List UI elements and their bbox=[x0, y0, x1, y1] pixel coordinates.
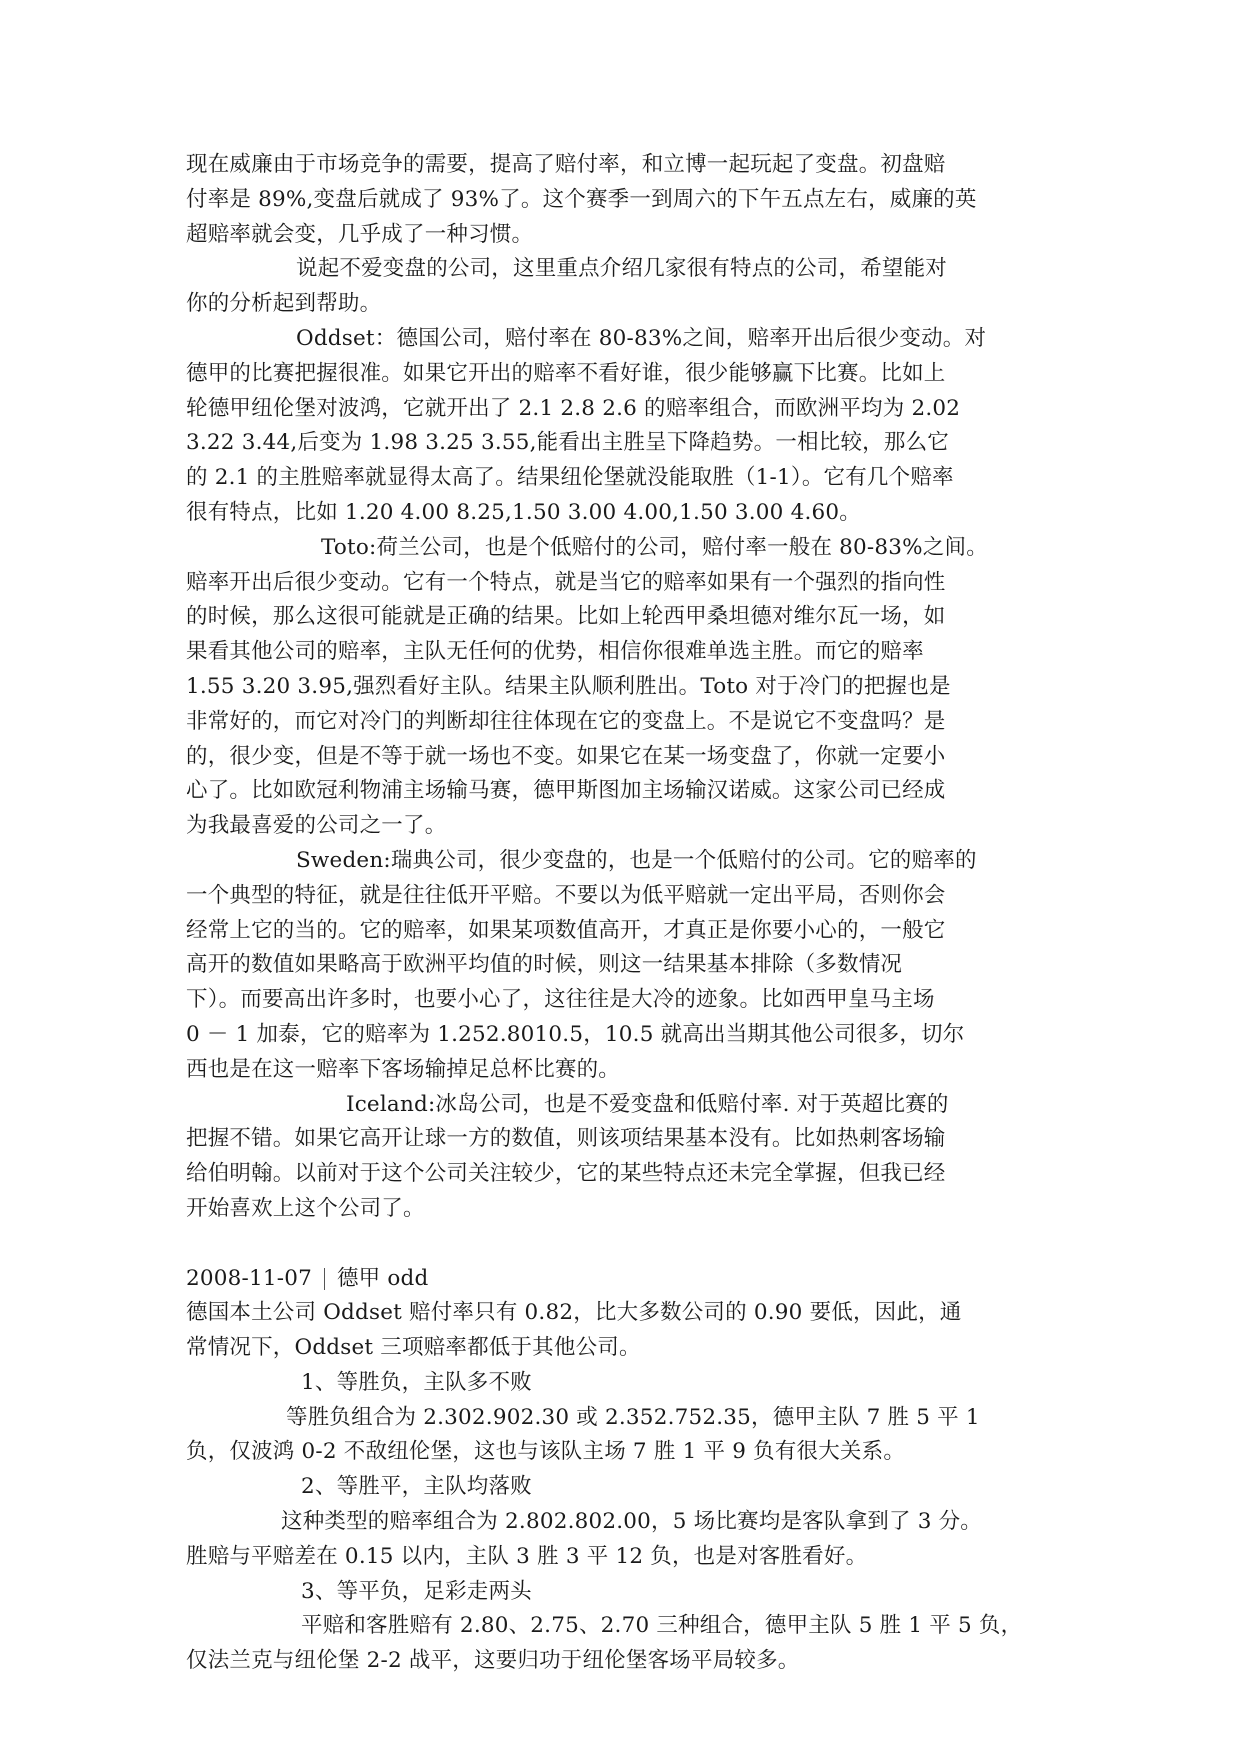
section-1 bbox=[186, 1366, 1056, 1470]
text-line: 把握不错。如果它高开让球一方的数值，则该项结果基本没有。比如热刺客场输 bbox=[186, 1126, 946, 1152]
post-meta bbox=[186, 1262, 1056, 1297]
text-line: 付率是 89%,变盘后就成了 93%了。这个赛季一到周六的下午五点左右，威廉的英 bbox=[186, 186, 977, 212]
text-line: 果看其他公司的赔率，主队无任何的优势，相信你很难单选主胜。而它的赔率 bbox=[186, 639, 924, 665]
text-line: 德甲的比赛把握很准。如果它开出的赔率不看好谁，很少能够赢下比赛。比如上 bbox=[186, 360, 946, 386]
text-line: 1.55 3.20 3.95,强烈看好主队。结果主队顺利胜出。Toto 对于冷门的把握也是 bbox=[186, 673, 951, 699]
text-line: 超赔率就会变，几乎成了一种习惯。 bbox=[186, 221, 534, 247]
section-3 bbox=[186, 1575, 1056, 1679]
text-line: 经常上它的当的。它的赔率，如果某项数值高开，才真正是你要小心的，一般它 bbox=[186, 917, 946, 943]
text-line: 3.22 3.44,后变为 1.98 3.25 3.55,能看出主胜呈下降趋势。一相比较，那么它 bbox=[186, 430, 949, 456]
paragraph-william bbox=[186, 148, 1056, 252]
text-line: 开始喜欢上这个公司了。 bbox=[186, 1195, 425, 1221]
divider bbox=[324, 1268, 325, 1290]
text-line: 负，仅波鸿 0-2 不敌纽伦堡，这也与该队主场 7 胜 1 平 9 负有很大关系。 bbox=[186, 1439, 906, 1465]
post-tag[interactable]: 德甲 odd bbox=[336, 1265, 429, 1291]
text-line: 等胜负组合为 2.302.902.30 或 2.352.752.35，德甲主队 7 胜 5 平 1 bbox=[286, 1404, 980, 1430]
text-line: Oddset：德国公司，赔付率在 80-83%之间，赔率开出后很少变动。对 bbox=[296, 325, 987, 351]
text-line: Sweden:瑞典公司，很少变盘的，也是一个低赔付的公司。它的赔率的 bbox=[296, 847, 977, 873]
text-line: 你的分析起到帮助。 bbox=[186, 291, 382, 317]
text-line: 这种类型的赔率组合为 2.802.802.00，5 场比赛均是客队拿到了 3 分。 bbox=[281, 1509, 983, 1535]
text-line: 西也是在这一赔率下客场输掉足总杯比赛的。 bbox=[186, 1056, 621, 1082]
text-line: 的 2.1 的主胜赔率就显得太高了。结果纽伦堡就没能取胜（1-1）。它有几个赔率 bbox=[186, 465, 954, 491]
paragraph-sweden bbox=[186, 844, 1056, 1088]
post-date: 2008-11-07 bbox=[186, 1265, 312, 1291]
text-line: 赔率开出后很少变动。它有一个特点，就是当它的赔率如果有一个强烈的指向性 bbox=[186, 569, 946, 595]
paragraph-oddset-intro bbox=[186, 1296, 1056, 1366]
text-line: 说起不爱变盘的公司，这里重点介绍几家很有特点的公司，希望能对 bbox=[296, 256, 948, 282]
text-line: 轮德甲纽伦堡对波鸿，它就开出了 2.1 2.8 2.6 的赔率组合，而欧洲平均为 2.02 bbox=[186, 395, 961, 421]
text-line: 的时候，那么这很可能就是正确的结果。比如上轮西甲桑坦德对维尔瓦一场，如 bbox=[186, 604, 946, 630]
text-line: 的，很少变，但是不等于就一场也不变。如果它在某一场变盘了，你就一定要小 bbox=[186, 743, 946, 769]
paragraph-iceland bbox=[186, 1088, 1056, 1227]
document-page bbox=[186, 148, 1056, 1679]
text-line: 给伯明翰。以前对于这个公司关注较少，它的某些特点还未完全掌握，但我已经 bbox=[186, 1161, 946, 1187]
paragraph-intro bbox=[186, 252, 1056, 322]
text-line: 高开的数值如果略高于欧洲平均值的时候，则这一结果基本排除（多数情况 bbox=[186, 952, 903, 978]
text-line: 德国本土公司 Oddset 赔付率只有 0.82，比大多数公司的 0.90 要低，因此，通 bbox=[186, 1300, 962, 1326]
text-line: 常情况下，Oddset 三项赔率都低于其他公司。 bbox=[186, 1335, 641, 1361]
text-line: 下）。而要高出许多时，也要小心了，这往往是大冷的迹象。比如西甲皇马主场 bbox=[186, 987, 935, 1013]
section-heading: 3、等平负，足彩走两头 bbox=[301, 1578, 532, 1604]
text-line: 非常好的，而它对冷门的判断却往往体现在它的变盘上。不是说它不变盘吗？是 bbox=[186, 708, 946, 734]
text-line: Iceland:冰岛公司，也是不爱变盘和低赔付率. 对于英超比赛的 bbox=[346, 1091, 949, 1117]
paragraph-toto bbox=[186, 531, 1056, 844]
text-line: 为我最喜爱的公司之一了。 bbox=[186, 813, 447, 839]
text-line: 一个典型的特征，就是往往低开平赔。不要以为低平赔就一定出平局，否则你会 bbox=[186, 882, 946, 908]
text-line: 0 － 1 加泰，它的赔率为 1.252.8010.5，10.5 就高出当期其他公司很多，切尔 bbox=[186, 1021, 965, 1047]
section-heading: 1、等胜负，主队多不败 bbox=[301, 1369, 532, 1395]
text-line: Toto:荷兰公司，也是个低赔付的公司，赔付率一般在 80-83%之间。 bbox=[321, 534, 988, 560]
text-line: 现在威廉由于市场竞争的需要，提高了赔付率，和立博一起玩起了变盘。初盘赔 bbox=[186, 152, 946, 177]
text-line: 平赔和客胜赔有 2.80、2.75、2.70 三种组合，德甲主队 5 胜 1 平 5 负， bbox=[301, 1613, 1023, 1639]
text-line: 胜赔与平赔差在 0.15 以内，主队 3 胜 3 平 12 负，也是对客胜看好。 bbox=[186, 1543, 868, 1569]
section-2 bbox=[186, 1470, 1056, 1574]
paragraph-oddset bbox=[186, 322, 1056, 531]
text-line: 很有特点，比如 1.20 4.00 8.25,1.50 3.00 4.00,1.50 3.00 4.60。 bbox=[186, 499, 861, 525]
section-heading: 2、等胜平，主队均落败 bbox=[301, 1474, 532, 1500]
text-line: 仅法兰克与纽伦堡 2-2 战平，这要归功于纽伦堡客场平局较多。 bbox=[186, 1648, 800, 1674]
text-line: 心了。比如欧冠利物浦主场输马赛，德甲斯图加主场输汉诺威。这家公司已经成 bbox=[186, 778, 946, 804]
blank-line bbox=[186, 1227, 1056, 1262]
